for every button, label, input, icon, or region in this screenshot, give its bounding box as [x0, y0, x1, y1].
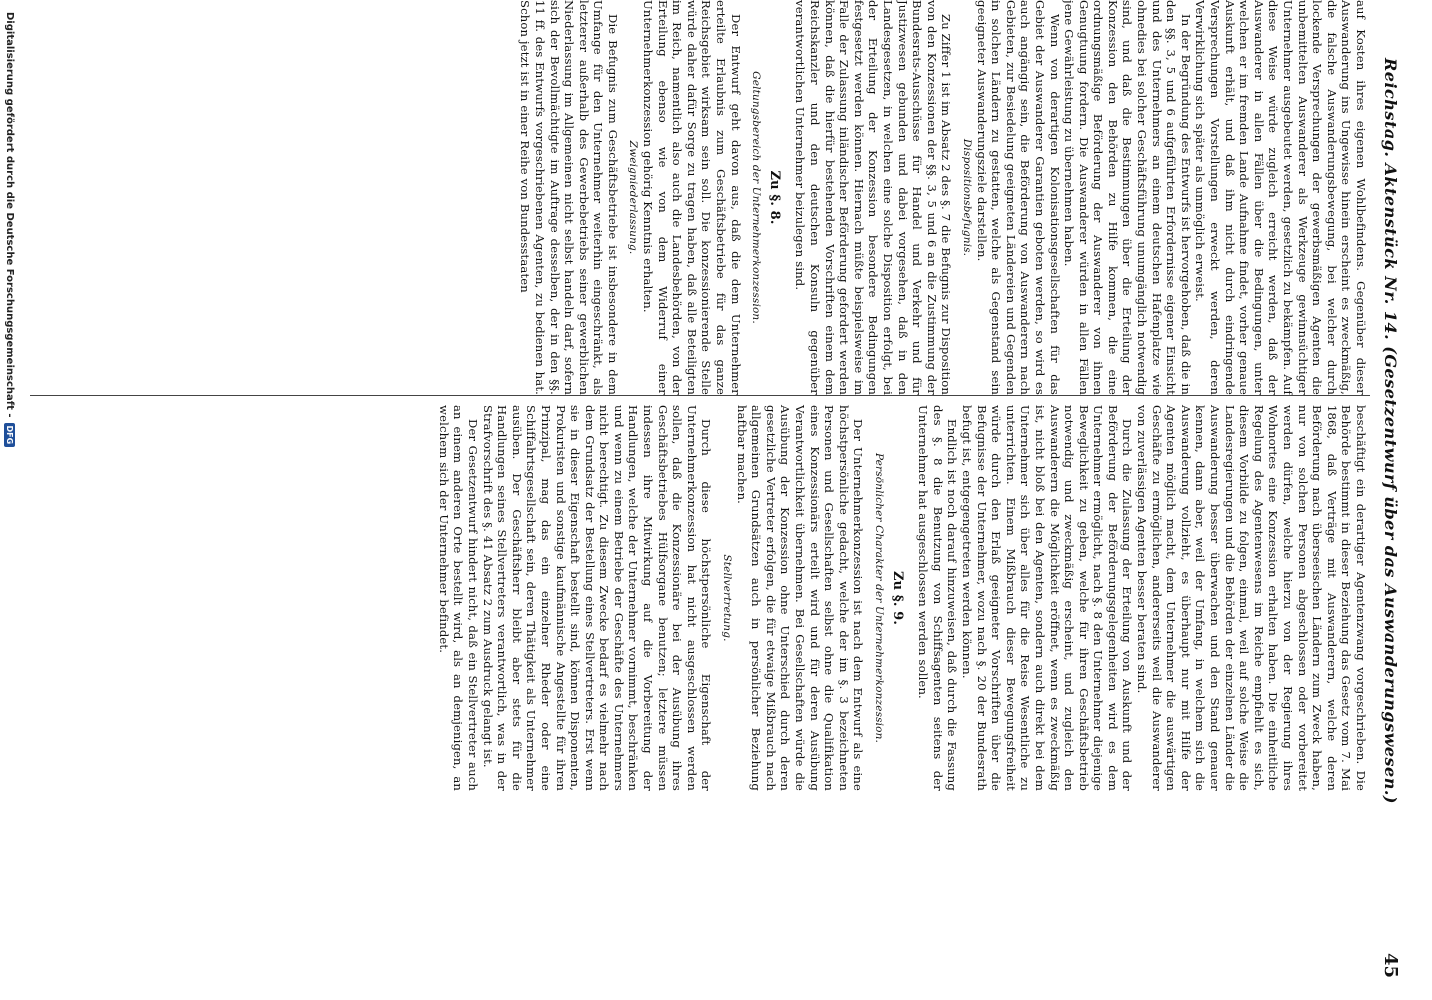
paragraph: Der Unternehmerkonzession ist nach dem Entwurf als eine höchstpersönliche gedacht, welche der im §. 3 bezeichneten Personen und Gesellschaften selbst ohne die Qualifikation eines Konzessionärs erteilt wird und für deren Ausübung Verantwortlichkeit übernehmen. Bei Gesellschaften würde die Ausübung der Konzession ohne Unterschied durch deren gesetzliche Vertreter erfolgen, die für etwaige Mißbrauch nach allgemeinen Grundsätzen auch in persönlicher Beziehung haftbar machen.	[734, 405, 866, 791]
digitization-footer	[0, 0, 20, 1000]
paragraph: Der Gesetzentwurf hindert nicht, daß ein Stellvertreter auch an einem anderen Orte bestellt wird, als an demjenigen, an welchem sich der Unternehmer befindet.	[436, 405, 480, 791]
column-second	[436, 405, 1368, 791]
paragraph: Die Befugnis zum Geschäftsbetriebe ist insbesondere in dem Umfange für den Unternehmer weiterhin eingeschränkt, als letzterer außerhalb des Gewerbebetriebs seiner gewerblichen Niederlassung im Allgemeinen nicht selbst handeln darf, sofern sich der Bevollmächtigte im Auftrage desselben, der in den §§. 11 ff. des Entwurfs vorgeschriebenen Agenten, zu bedienen hat. Schon jetzt ist in einer Reihe von Bundesstaaten	[518, 0, 620, 395]
subheading: Persönlicher Charakter der Unternehmerkonzession.	[873, 452, 885, 744]
footer-text: Digitalisierung gefördert durch die Deutsche Forschungsgemeinschaft -	[4, 12, 16, 418]
subheading: Dispositionsbefugnis.	[960, 138, 973, 257]
section-heading: Zu §. 9.	[889, 570, 905, 626]
paragraph: In der Begründung des Entwurfs ist hervorgehoben, daß die in den §§. 3, 5 und 6 aufgeführten Erfordernisse eigener Einsicht und des Unternehmers an einem deutschen Hafenplatze wie ohnedies bei solcher Geschäftsführung unumgänglich notwendig sind, und daß die Bestimmungen über die Erteilung der Konzession den Behörden zu Hilfe kommen, die eine ordnungsmäßige Beförderung der Auswanderer von ihnen Genugtuung fordern. Die Auswanderer würden in allen Fällen jene Gewährleistung zu übernehmen haben.	[1062, 0, 1193, 395]
paragraph: Wenn von derartigen Kolonisationsgesellschaften für das Gebiet der Auswanderer Garantien geboten werden, so wird es auch angängig sein, die Beförderung von Auswanderern nach Gebieten, zur Besiedelung geeigneten Ländereien und Gegenden in solchen Ländern zu gestatten, welche als Gegenstand sein geeigneter Auswanderungsziele darstellen.	[974, 0, 1062, 395]
paragraph: Endlich ist noch darauf hinzuweisen, daß durch die Fassung des §. 8 die Benutzung von Schiffsagenten seitens der Unternehmer hat ausgeschlossen werden sollen.	[916, 405, 960, 791]
section-heading: Zu §. 8.	[766, 170, 782, 225]
column-first	[518, 0, 1368, 395]
dfg-logo: DFG	[5, 423, 16, 448]
page-number: 45	[1380, 952, 1402, 978]
paragraph: Durch die Zulassung der Erteilung von Auskunft und der Beförderung der Beförderungsgelegenheiten wird es dem Unternehmer ermöglicht, nach §. 8 den Unternehmer diejenige Beweglichkeit zu geben, welche für ihren Geschäftsbetrieb notwendig und zweckmäßig erscheint, und zugleich den Auswanderern die Möglichkeit eröffnet, wenn es zweckmäßig ist, nicht bloß bei den Agenten, sondern auch direkt bei dem Unternehmer sich über alles für die Reise Wesentliche zu unterrichten. Einem Mißbrauch dieser Bewegungsfreiheit würde durch den Erlaß geeigneter Vorschriften über die Befugnisse der Unternehmer, wozu nach §. 20 der Bundesrath befugt ist, entgegengetreten werden können.	[959, 405, 1135, 791]
paragraph: Durch diese höchstpersönliche Eigenschaft der Unternehmerkonzession hat nicht ausgeschlossen werden sollen, daß die Konzessionäre bei der Ausübung ihres Geschäftsbetriebes Hülfsorgane benutzen; letztere müssen indessen ihre Mitwirkung auf die Vorbereitung der Handlungen, welche der Unternehmer vornimmt, beschränken und wenn zu einem Betriebe der Geschäfte des Unternehmers nicht berechtigt. Zu diesem Zwecke bedarf es vielmehr nach dem Grundsatz der Bestellung eines Stellvertreters. Erst wenn sie in dieser Eigenschaft bestellt sind, können Disponenten, Prokuristen und sonstige kaufmännische Angestellte für ihren Prinzipal, mag das ein einzelner Rheder oder eine Schiffahrtsgesellschaft sein, deren Thätigkeit als Unternehmer ausüben. Der Geschäftsherr bleibt aber stets für die Handlungen seines Stellvertreters verantwortlich, was in der Strafvorschrift des §. 41 Absatz 2 zum Ausdruck gelangt ist.	[480, 405, 714, 791]
column-divider	[30, 395, 1370, 396]
subheading: Geltungsbereich der Unternehmerkonzession.	[750, 71, 763, 324]
paragraph: Der Entwurf geht davon aus, daß die dem Unternehmer erteilte Erlaubnis zum Geschäftsbetriebe für das ganze Reichsgebiet wirksam sein soll. Die konzessionierende Stelle würde daher dafür Sorge zu tragen haben, daß alle Beteiligten im Reich, namentlich also auch die Landesbehörden, von der Erteilung ebenso wie von dem Widerruf einer Unternehmerkonzession gehörig Kenntnis erhalten.	[641, 0, 743, 395]
page-header	[1374, 58, 1408, 978]
paragraph: Zu Ziffer 1 ist im Absatz 2 des §. 7 die Befugnis zur Disposition von den Konzessionen der §§. 3, 5 und 6 an die Zustimmung der Bundesrats-Ausschüsse für Handel und Verkehr und für Justizwesen gebunden und dabei vorgesehen, daß in den Landesgesetzen, in welchen eine solche Disposition erfolgt, bei der Erteilung der Konzession besondere Bedingungen festgesetzt werden können. Hiernach müßte beispielsweise im Falle der Zulassung inländischer Beförderung gefordert werden können, daß die hierfür bestehenden Vorschriften einem dem Reichskanzler und den deutschen Konsuln gegenüber verantwortlichen Unternehmer beizulegen sind.	[793, 0, 954, 395]
subheading: Zweigniederlassung.	[627, 140, 640, 255]
paragraph: auf Kosten ihres eigenen Wohlbefindens. Gegenüber dieser Auswanderung ins Ungewisse hinein erscheint es zweckmäßig, die falsche Auswanderungsbewegung, bei welcher durch lockende Versprechungen der gewerbsmäßigen Agenten die unbemittelten Auswanderer als Werkzeuge gewinnsüchtiger Unternehmer ausgebeutet werden, gesetzlich zu bekämpfen. Auf diese Weise würde zugleich erreicht werden, daß der Auswanderer in allen Fällen über die Bedingungen, unter welchen er im fremden Lande Aufnahme findet, vorher genaue Auskunft erhält, und daß ihm nicht durch eindringende Versprechungen Vorstellungen erweckt werden, deren Verwirklichung sich später als unmöglich erweist.	[1193, 0, 1368, 395]
subheading: Stellvertretung.	[721, 554, 734, 642]
paragraph: beschäftigt ein derartiger Agentenzwang vorgeschrieben. Die Behörde bestimmt in dieser Beziehung das Gesetz vom 7. Mai 1868, daß Verträge mit Auswanderern, welche deren Beförderung nach überseeischen Ländern zum Zweck haben, nur von solchen Personen abgeschlossen oder vorbereitet werden dürfen, welche hierzu von der Regierung ihres Wohnortes eine Konzession erhalten haben. Die einheitliche Regelung des Agentenwesens im Reiche empfiehlt es sich, diesem Vorbilde zu folgen, einmal, weil auf solche Weise die Landesregierungen und die Behörden der einzelnen Länder die Auswanderung besser überwachen und den Stand genauer kennen, dann aber, weil der Umfang, in welchem sich die Auswanderung vollzieht, es überhaupt nur mit Hilfe der Agenten möglich macht, dem Unternehmer die auswärtigen Geschäfte zu ermöglichen, andererseits weil die Auswanderer von zuverlässigen Agenten besser beraten sind.	[1135, 405, 1368, 791]
header-title: Reichstag. Aktenstück Nr. 14. (Gesetzentwurf über das Auswanderungswesen.)	[1381, 58, 1401, 804]
